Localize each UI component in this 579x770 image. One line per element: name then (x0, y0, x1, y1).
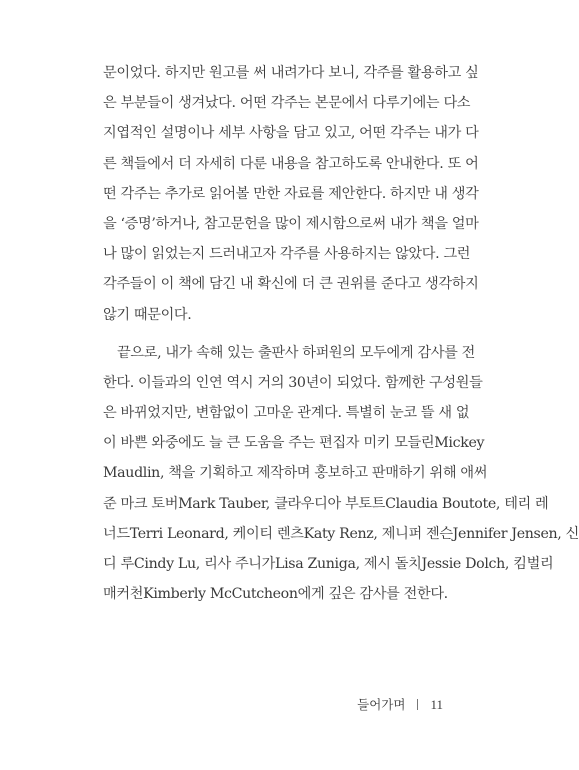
text-line: 않기 때문이다. (103, 306, 192, 323)
text-line: 한다. 이들과의 인연 역시 거의 30년이 되었다. 함께한 구성원들 (103, 374, 483, 391)
text-line: 너드Terri Leonard, 케이티 렌츠Katy Renz, 제니퍼 젠슨Jennifer Jensen, 신 (103, 525, 579, 542)
text-line: 각주들이 이 책에 담긴 내 확신에 더 큰 권위를 준다고 생각하지 (103, 276, 479, 293)
text-line: 은 바뀌었지만, 변함없이 고마운 관계다. 특별히 눈코 뜰 새 없 (103, 405, 470, 422)
text-line: Maudlin, 책을 기획하고 제작하며 홍보하고 판매하기 위해 애써 (103, 465, 488, 482)
footer-divider (417, 699, 418, 710)
text-line: 은 부분들이 생겨났다. 어떤 각주는 본문에서 다루기에는 다소 (103, 95, 471, 112)
text-line: 끝으로, 내가 속해 있는 출판사 하퍼원의 모두에게 감사를 전 (117, 344, 475, 361)
body-text (103, 58, 579, 609)
text-line: 지엽적인 설명이나 세부 사항을 담고 있고, 어떤 각주는 내가 다 (103, 125, 479, 142)
running-header-section-title: 들어가며 (357, 697, 406, 712)
paragraph-gap (103, 330, 439, 338)
text-line: 떤 각주는 추가로 읽어볼 만한 자료를 제안한다. 하지만 내 생각 (103, 185, 479, 202)
text-line: 디 루Cindy Lu, 리사 주니가Lisa Zuniga, 제시 돌치Jessie Dolch, 킴벌리 (103, 556, 554, 572)
paragraph-1 (103, 58, 479, 330)
page-number: 11 (430, 697, 443, 712)
text-line: 을 ‘증명’하거나, 참고문헌을 많이 제시함으로써 내가 책을 얼마 (103, 215, 479, 232)
text-line: 준 마크 토버Mark Tauber, 클라우디아 부토트Claudia Boutote, 테리 레 (103, 495, 549, 512)
text-line: 매커천Kimberly McCutcheon에게 깊은 감사를 전한다. (103, 586, 448, 603)
text-line: 이 바쁜 와중에도 늘 큰 도움을 주는 편집자 미키 모들린Mickey (103, 435, 485, 452)
text-line: 나 많이 읽었는지 드러내고자 각주를 사용하지는 않았다. 그런 (103, 246, 471, 263)
text-line: 른 책들에서 더 자세히 다룬 내용을 참고하도록 안내한다. 또 어 (103, 155, 479, 172)
text-line: 문이었다. 하지만 원고를 써 내려가다 보니, 각주를 활용하고 싶 (103, 65, 479, 81)
paragraph-2 (103, 338, 579, 610)
page-footer (357, 695, 443, 713)
